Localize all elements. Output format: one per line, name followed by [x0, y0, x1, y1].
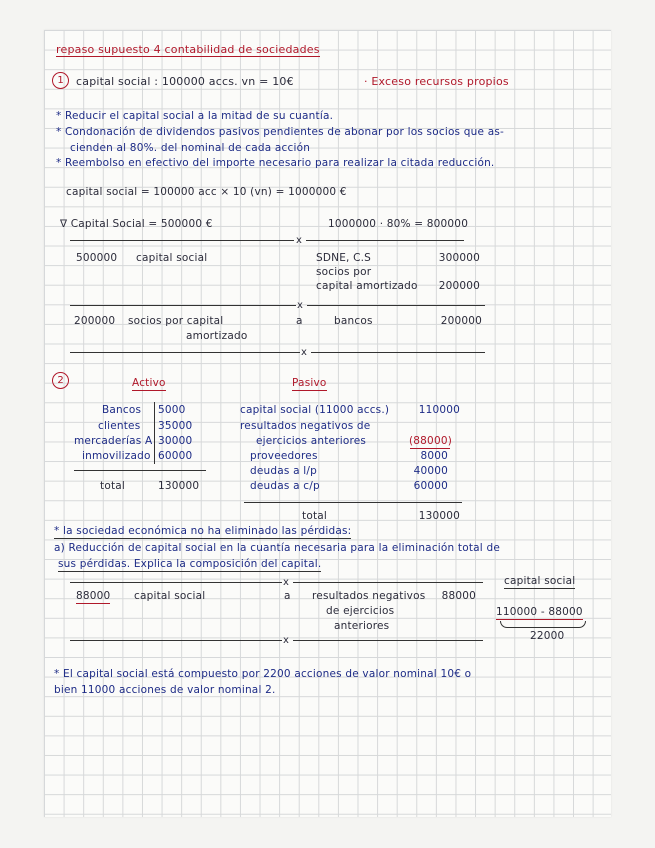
side-calc-result: 22000 — [530, 630, 565, 642]
ex1-bullet-2-cont: cienden al 80%. del nominal de cada acción — [70, 142, 311, 154]
activo-value: 30000 — [158, 435, 193, 447]
journal-line — [293, 582, 483, 583]
ex2-conclusion-1: * El capital social está compuesto por 2200 acciones de valor nominal 10€ o — [54, 668, 472, 680]
pasivo-label: proveedores — [250, 450, 318, 462]
entry2-debit-amount: 200000 — [74, 315, 116, 327]
pasivo-total-label: total — [302, 510, 328, 522]
side-calc-brace — [500, 621, 586, 628]
ex2-entry-debit-amount: 88000 — [76, 590, 111, 602]
pasivo-label: resultados negativos de — [240, 420, 371, 432]
journal-line — [70, 305, 296, 306]
journal-line — [70, 352, 300, 353]
notebook-page — [44, 30, 611, 817]
entry1-debit-amount: 500000 — [76, 252, 118, 264]
ex1-bullet-2: * Condonación de dividendos pasivos pendientes de abonar por los socios que as- — [56, 126, 504, 138]
activo-title: Activo — [132, 377, 166, 389]
activo-value: 35000 — [158, 420, 193, 432]
pasivo-value: 60000 — [413, 480, 448, 492]
journal-sep-mark: x — [301, 347, 308, 358]
side-calc-title: capital social — [504, 575, 576, 587]
side-calc-expression: 110000 - 88000 — [496, 606, 583, 618]
entry1-credit-amount-1: 300000 — [438, 252, 480, 264]
activo-label: inmovilizado — [82, 450, 151, 462]
journal-line — [307, 305, 485, 306]
entry2-debit-account-1: socios por capital — [128, 315, 224, 327]
pasivo-value: 8000 — [420, 450, 448, 462]
pasivo-label: deudas a l/p — [250, 465, 317, 477]
journal-line — [293, 640, 483, 641]
activo-label: Bancos — [102, 404, 142, 416]
entry1-credit-amount-2: 200000 — [438, 280, 480, 292]
ex2-question-line-2: sus pérdidas. Explica la composición del capital. — [58, 558, 322, 570]
entry1-credit-line-1: SDNE, C.S — [316, 252, 372, 264]
activo-total-value: 130000 — [158, 480, 200, 492]
journal-line — [311, 352, 485, 353]
ex2-entry-connector: a — [284, 590, 291, 602]
ex1-calc: capital social = 100000 acc × 10 (vn) = 1000000 € — [66, 186, 347, 198]
activo-label: clientes — [98, 420, 141, 432]
pasivo-value: 110000 — [418, 404, 460, 416]
exercise-number-2: 2 — [52, 372, 69, 389]
activo-total-line — [74, 470, 206, 471]
ex2-entry-debit-account: capital social — [134, 590, 206, 602]
pasivo-title: Pasivo — [292, 377, 327, 389]
entry2-connector: a — [296, 315, 303, 327]
pasivo-label: ejercicios anteriores — [256, 435, 367, 447]
ex2-question-line-1: a) Reducción de capital social en la cuantía necesaria para la eliminación total de — [54, 542, 500, 554]
negative-value-underline — [410, 448, 450, 449]
pasivo-value: 40000 — [413, 465, 448, 477]
ex1-calc2-left: ∇ Capital Social = 500000 € — [60, 218, 213, 230]
journal-sep-mark: x — [283, 577, 290, 588]
journal-sep-mark: x — [283, 635, 290, 646]
entry2-credit-amount: 200000 — [440, 315, 482, 327]
journal-line — [70, 640, 282, 641]
journal-sep-mark: x — [297, 300, 304, 311]
entry1-credit-line-3: capital amortizado — [316, 280, 418, 292]
activo-value: 60000 — [158, 450, 193, 462]
ex2-entry-credit-line-3: anteriores — [334, 620, 390, 632]
activo-value: 5000 — [158, 404, 186, 416]
ex1-bullet-3: * Reembolso en efectivo del importe necesario para realizar la citada reducción. — [56, 157, 495, 169]
entry2-credit-account: bancos — [334, 315, 373, 327]
pasivo-label: capital social (11000 accs.) — [240, 404, 390, 416]
ex2-note: * la sociedad económica no ha eliminado las pérdidas: — [54, 525, 352, 537]
activo-column-divider — [154, 402, 155, 464]
page-title: repaso supuesto 4 contabilidad de sociedades — [56, 43, 320, 56]
ex1-calc2-right: 1000000 · 80% = 800000 — [328, 218, 469, 230]
entry2-debit-account-2: amortizado — [186, 330, 248, 342]
ex2-conclusion-2: bien 11000 acciones de valor nominal 2. — [54, 684, 276, 696]
ex1-heading-note: · Exceso recursos propios — [364, 75, 509, 88]
activo-label: mercaderías A — [74, 435, 153, 447]
entry1-debit-account: capital social — [136, 252, 208, 264]
pasivo-value: (88000) — [409, 435, 452, 447]
pasivo-total-line — [244, 502, 462, 503]
entry1-credit-line-2: socios por — [316, 266, 372, 278]
pasivo-label: deudas a c/p — [250, 480, 320, 492]
journal-line — [70, 240, 294, 241]
ex2-entry-credit-line-1: resultados negativos — [312, 590, 426, 602]
exercise-number-1: 1 — [52, 72, 69, 89]
ex2-entry-credit-amount: 88000 — [441, 590, 476, 602]
journal-line — [70, 582, 282, 583]
ex2-entry-credit-line-2: de ejercicios — [326, 605, 395, 617]
ex1-heading: capital social : 100000 accs. vn = 10€ — [76, 75, 294, 88]
activo-total-label: total — [100, 480, 126, 492]
ex1-bullet-1: * Reducir el capital social a la mitad de su cuantía. — [56, 110, 334, 122]
pasivo-total-value: 130000 — [418, 510, 460, 522]
journal-line — [306, 240, 464, 241]
journal-sep-mark: x — [296, 235, 303, 246]
